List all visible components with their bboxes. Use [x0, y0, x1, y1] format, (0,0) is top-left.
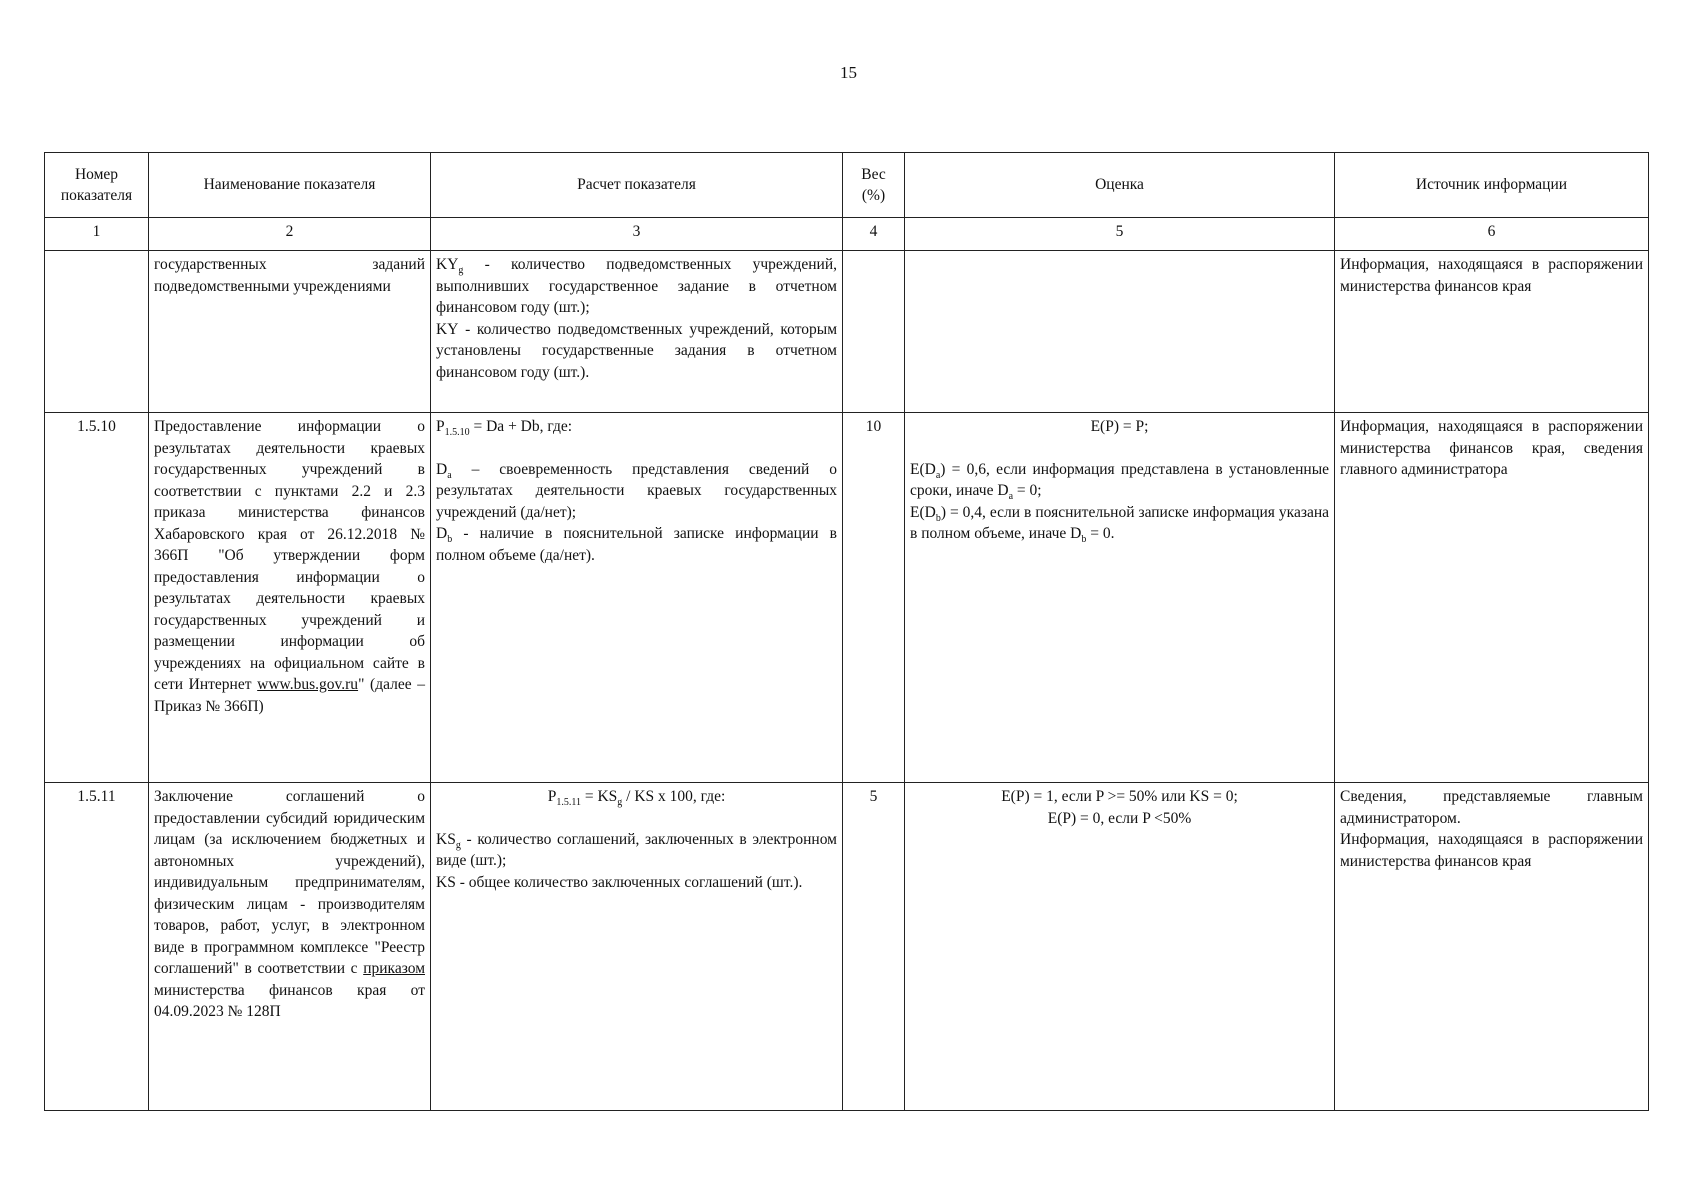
- header-calc: Расчет показателя: [431, 153, 843, 218]
- indicator-calc: [431, 783, 843, 1111]
- page-number: 15: [840, 63, 857, 82]
- calc-definition: $KY_g$ - количество подведомственных учреждений, выполнивших государственное задание в отчетном финансовом году (шт.);: [436, 256, 837, 316]
- eval-condition: E(P) = 1, если P >= 50% или KS = 0;: [1001, 788, 1238, 805]
- eval-condition: $E(D_b) = 0,4$, если в пояснительной записке информация указана в полном объеме, иначе $D_b = 0$.: [910, 503, 1329, 546]
- column-number: 5: [905, 218, 1335, 251]
- header-source: Источник информации: [1335, 153, 1649, 218]
- eval-condition: E(P) = 0, если P <50%: [1047, 809, 1192, 827]
- indicator-eval: [905, 413, 1335, 783]
- column-number: 3: [431, 218, 843, 251]
- table-header-row: [45, 153, 1649, 218]
- indicator-number: 1.5.11: [45, 783, 149, 1111]
- indicator-name: Предоставление информации о результатах деятельности краевых государственных учреждений в соответствии с пунктами 2.2 и 2.3 приказа министерства финансов Хабаровского края от 26.12.2018 № 366П "Об утверждении форм предоставления информации о результатах деятельности краевых государственных учреждений и размещении информации об учреждениях на официальном сайте в сети Интернет www.bus.gov.ru" (далее – Приказ № 366П): [149, 413, 431, 783]
- indicator-eval: [905, 783, 1335, 1111]
- calc-definition: KY - количество подведомственных учреждений, которым установлены государственные задания в отчетном финансовом году (шт.).: [436, 320, 837, 381]
- header-number: Номер показателя: [45, 153, 149, 218]
- calc-definition: $D_b$ - наличие в пояснительной записке информации в полном объеме (да/нет).: [436, 525, 837, 564]
- indicator-weight: [843, 251, 905, 413]
- column-number-row: [45, 218, 1649, 251]
- site-link[interactable]: www.bus.gov.ru: [257, 676, 359, 693]
- source-line: Сведения, представляемые главным администратором.: [1340, 788, 1643, 827]
- column-number: 6: [1335, 218, 1649, 251]
- calc-definition: $D_a$ – своевременность представления сведений о результатах деятельности краевых государственных учреждений (да/нет);: [436, 460, 837, 521]
- indicator-name: государственных заданий подведомственными учреждениями: [149, 251, 431, 413]
- indicator-source: Информация, находящаяся в распоряжении министерства финансов края: [1335, 251, 1649, 413]
- table-row: [45, 413, 1649, 783]
- source-line: Информация, находящаяся в распоряжении министерства финансов края: [1340, 831, 1643, 870]
- indicator-source: Информация, находящаяся в распоряжении министерства финансов края, сведения главного администратора: [1335, 413, 1649, 783]
- indicator-weight: 10: [843, 413, 905, 783]
- calc-definition: $KS_g$ - количество соглашений, заключенных в электронном виде (шт.);: [436, 830, 837, 869]
- column-number: 1: [45, 218, 149, 251]
- indicator-weight: 5: [843, 783, 905, 1111]
- column-number: 2: [149, 218, 431, 251]
- header-eval: Оценка: [905, 153, 1335, 218]
- calc-formula: $P_{1.5.11} = KS_g$ / KS x 100, где:: [547, 788, 726, 809]
- eval-condition: $E(D_a) = 0,6$, если информация представлена в установленные сроки, иначе $D_a = 0$;: [910, 460, 1329, 503]
- calc-definition: KS - общее количество заключенных соглашений (шт.).: [436, 873, 803, 891]
- order-link[interactable]: приказом: [363, 960, 425, 977]
- indicator-calc: [431, 251, 843, 413]
- indicators-table: [44, 152, 1649, 1111]
- eval-formula: E(P) = P;: [1090, 418, 1149, 435]
- table-row: [45, 783, 1649, 1111]
- indicator-calc: [431, 413, 843, 783]
- header-weight: Вес (%): [843, 153, 905, 218]
- header-name: Наименование показателя: [149, 153, 431, 218]
- indicator-name: Заключение соглашений о предоставлении субсидий юридическим лицам (за исключением бюджетных и автономных учреждений), индивидуальным предпринимателям, физическим лицам - производителям товаров, работ, услуг, в электронном виде в программном комплексе "Реестр соглашений" в соответствии с приказом министерства финансов края от 04.09.2023 № 128П: [149, 783, 431, 1111]
- column-number: 4: [843, 218, 905, 251]
- indicator-source: [1335, 783, 1649, 1111]
- calc-formula: $P_{1.5.10} = Da + Db$, где:: [436, 418, 573, 439]
- indicator-number: [45, 251, 149, 413]
- table-row: [45, 251, 1649, 413]
- indicator-eval: [905, 251, 1335, 413]
- indicator-number: 1.5.10: [45, 413, 149, 783]
